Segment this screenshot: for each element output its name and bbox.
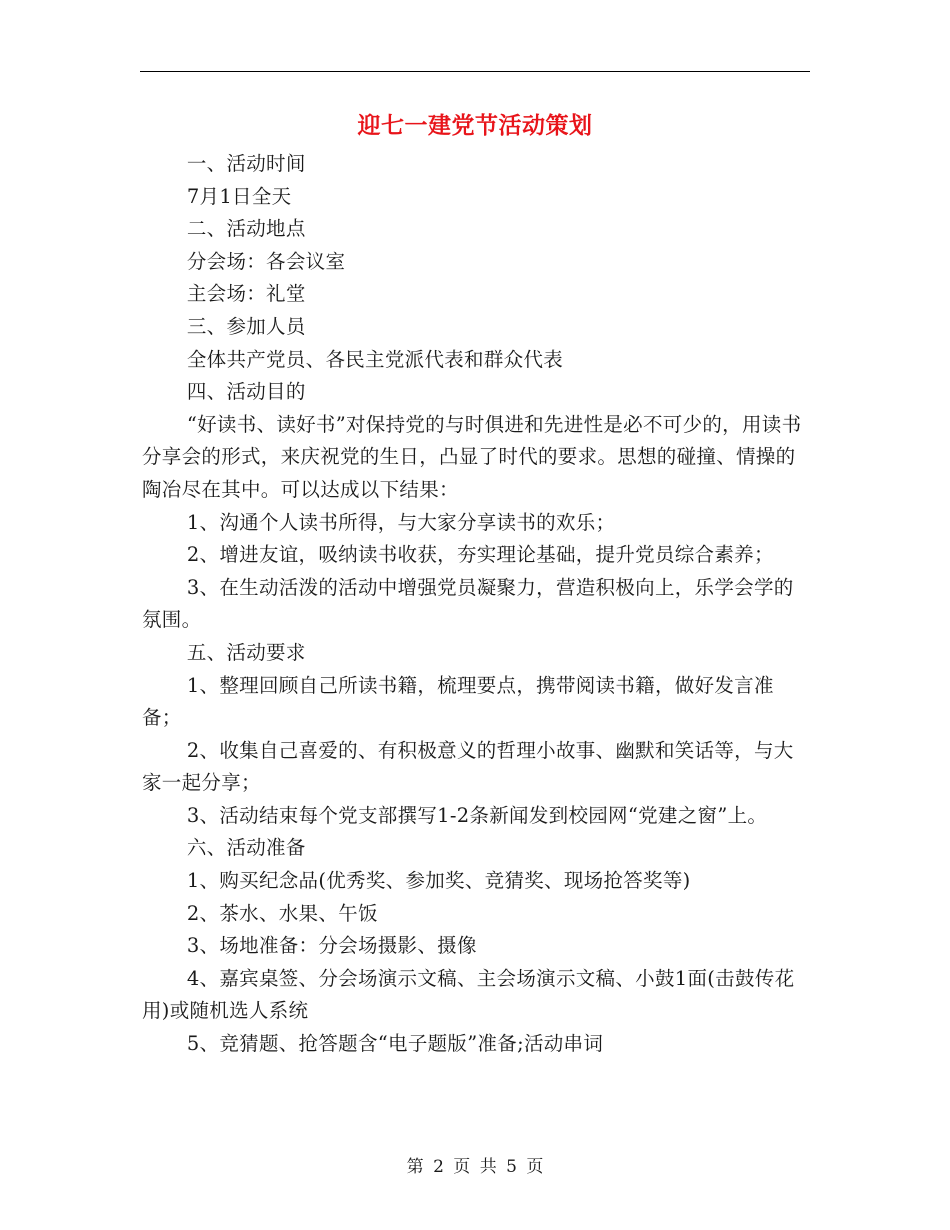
section-heading-location: 二、活动地点	[186, 217, 306, 241]
list-item-preparation-2: 2、茶水、水果、午饭	[186, 901, 378, 925]
paragraph-main-venue: 主会场：礼堂	[186, 282, 306, 306]
section-heading-participants: 三、参加人员	[186, 314, 306, 338]
list-item-requirement-3: 3、活动结束每个党支部撰写1-2条新闻发到校园网“党建之窗”上。	[186, 803, 768, 827]
paragraph-participants: 全体共产党员、各民主党派代表和群众代表	[186, 347, 564, 371]
paragraph-sub-venue: 分会场：各会议室	[186, 249, 346, 273]
document-title: 迎七一建党节活动策划	[357, 113, 593, 139]
list-item-preparation-3: 3、场地准备：分会场摄影、摄像	[186, 934, 477, 958]
section-heading-purpose: 四、活动目的	[186, 380, 306, 404]
section-heading-preparation: 六、活动准备	[186, 836, 306, 860]
list-item-requirement-2: 2、收集自己喜爱的、有积极意义的哲理小故事、幽默和笑话等，与大家一起分享；	[142, 738, 794, 795]
section-heading-time: 一、活动时间	[186, 152, 306, 175]
list-item-purpose-2: 2、增进友谊，吸纳读书收获，夯实理论基础，提升党员综合素养；	[186, 543, 774, 567]
list-item-preparation-1: 1、购买纪念品(优秀奖、参加奖、竞猜奖、现场抢答奖等)	[186, 869, 691, 893]
page-footer: 第 2 页 共 5 页	[406, 1157, 544, 1177]
paragraph-purpose: “好读书、读好书”对保持党的与时俱进和先进性是必不可少的，用读书分享会的形式，来庆祝党的生日，凸显了时代的要求。思想的碰撞、情操的陶冶尽在其中。可以达成以下结果：	[142, 412, 802, 501]
list-item-preparation-4: 4、嘉宾桌签、分会场演示文稿、主会场演示文稿、小鼓1面(击鼓传花用)或随机选人系统	[142, 966, 795, 1023]
document-body	[142, 148, 810, 1061]
list-item-preparation-5: 5、竞猜题、抢答题含“电子题版”准备;活动串词	[186, 1032, 604, 1056]
list-item-purpose-1: 1、沟通个人读书所得，与大家分享读书的欢乐；	[186, 510, 616, 534]
section-heading-requirements: 五、活动要求	[186, 640, 306, 664]
list-item-purpose-3: 3、在生动活泼的活动中增强党员凝聚力，营造积极向上，乐学会学的氛围。	[142, 575, 794, 632]
list-item-requirement-1: 1、整理回顾自己所读书籍，梳理要点，携带阅读书籍，做好发言准备；	[142, 673, 774, 730]
header-rule	[140, 71, 810, 72]
paragraph-time: 7月1日全天	[186, 184, 292, 208]
